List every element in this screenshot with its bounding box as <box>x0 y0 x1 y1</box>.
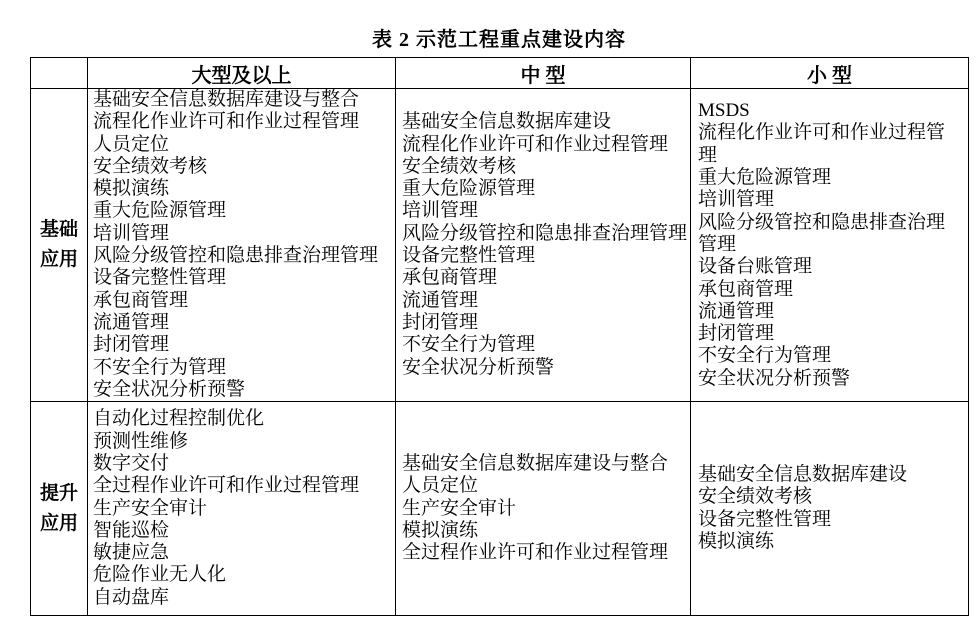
content-table <box>30 57 969 616</box>
row-label-line: 应用 <box>39 512 78 534</box>
cell-item: 基础安全信息数据库建设 <box>402 111 612 133</box>
cell-item: MSDS <box>698 100 750 122</box>
cell-item: 培训管理 <box>698 189 775 211</box>
cell-item: 重大危险源管理 <box>402 178 536 200</box>
cell-item: 安全绩效考核 <box>93 155 208 177</box>
cell-item: 承包商管理 <box>93 289 189 311</box>
table-row-enhanced-applications <box>31 402 969 616</box>
header-row <box>31 58 969 89</box>
cell-enhanced-small <box>691 402 969 616</box>
cell-item: 设备台账管理 <box>698 256 813 278</box>
cell-item: 生产安全审计 <box>93 497 208 519</box>
corner-cell <box>31 58 88 89</box>
row-label-line: 提升 <box>39 482 78 504</box>
cell-item: 风险分级管控和隐患排查治理管理 <box>698 211 946 255</box>
cell-item: 自动盘库 <box>93 586 170 608</box>
cell-item: 重大危险源管理 <box>93 200 227 222</box>
column-header-large: 大型及以上 <box>88 58 396 89</box>
cell-item: 流通管理 <box>93 311 170 333</box>
cell-item: 设备完整性管理 <box>698 508 832 530</box>
row-label-basic-applications <box>31 89 88 402</box>
cell-item: 承包商管理 <box>402 267 498 289</box>
cell-item: 承包商管理 <box>698 278 794 300</box>
cell-item: 人员定位 <box>402 475 479 497</box>
cell-item: 安全绩效考核 <box>402 155 517 177</box>
cell-item: 培训管理 <box>93 222 170 244</box>
document-page <box>0 28 979 625</box>
cell-item: 流通管理 <box>402 289 479 311</box>
cell-item: 不安全行为管理 <box>402 334 536 356</box>
cell-item: 模拟演练 <box>402 519 479 541</box>
cell-item: 安全绩效考核 <box>698 486 813 508</box>
cell-item: 智能巡检 <box>93 519 170 541</box>
cell-item: 敏捷应急 <box>93 542 170 564</box>
cell-item: 重大危险源管理 <box>698 167 832 189</box>
cell-item: 基础安全信息数据库建设 <box>698 464 908 486</box>
cell-item: 全过程作业许可和作业过程管理 <box>93 475 360 497</box>
cell-item: 风险分级管控和隐患排查治理管理 <box>93 245 379 267</box>
cell-item: 流通管理 <box>698 300 775 322</box>
cell-item: 流程化作业许可和作业过程管理 <box>402 133 669 155</box>
table-title: 表 2 示范工程重点建设内容 <box>372 29 626 51</box>
column-header-medium: 中 型 <box>396 58 691 89</box>
cell-item: 封闭管理 <box>698 323 775 345</box>
cell-enhanced-medium <box>396 402 691 616</box>
cell-item: 安全状况分析预警 <box>402 356 555 378</box>
cell-item: 基础安全信息数据库建设与整合 <box>93 89 360 110</box>
cell-item: 模拟演练 <box>698 530 775 552</box>
cell-item: 安全状况分析预警 <box>93 378 246 400</box>
cell-item: 预测性维修 <box>93 430 189 452</box>
row-label-line: 应用 <box>39 249 78 271</box>
cell-item: 不安全行为管理 <box>93 356 227 378</box>
cell-enhanced-large <box>88 402 396 616</box>
cell-item: 全过程作业许可和作业过程管理 <box>402 542 669 564</box>
cell-basic-medium <box>396 89 691 402</box>
cell-item: 人员定位 <box>93 133 170 155</box>
column-header-small: 小 型 <box>691 58 969 89</box>
cell-item: 风险分级管控和隐患排查治理管理 <box>402 222 688 244</box>
cell-item: 设备完整性管理 <box>402 245 536 267</box>
cell-item: 自动化过程控制优化 <box>93 408 265 430</box>
cell-basic-small <box>691 89 969 402</box>
cell-item: 数字交付 <box>93 452 170 474</box>
cell-item: 危险作业无人化 <box>93 564 227 586</box>
table-row-basic-applications <box>31 89 969 402</box>
cell-item: 流程化作业许可和作业过程管理 <box>698 122 946 166</box>
cell-basic-large <box>88 89 396 402</box>
cell-item: 设备完整性管理 <box>93 267 227 289</box>
cell-item: 基础安全信息数据库建设与整合 <box>402 452 669 474</box>
cell-item: 培训管理 <box>402 200 479 222</box>
cell-item: 封闭管理 <box>93 334 170 356</box>
row-label-line: 基础 <box>39 219 78 241</box>
cell-item: 流程化作业许可和作业过程管理 <box>93 111 360 133</box>
cell-item: 封闭管理 <box>402 311 479 333</box>
row-label-enhanced-applications <box>31 402 88 616</box>
cell-item: 生产安全审计 <box>402 497 517 519</box>
cell-item: 安全状况分析预警 <box>698 367 851 389</box>
cell-item: 不安全行为管理 <box>698 345 832 367</box>
cell-item: 模拟演练 <box>93 178 170 200</box>
